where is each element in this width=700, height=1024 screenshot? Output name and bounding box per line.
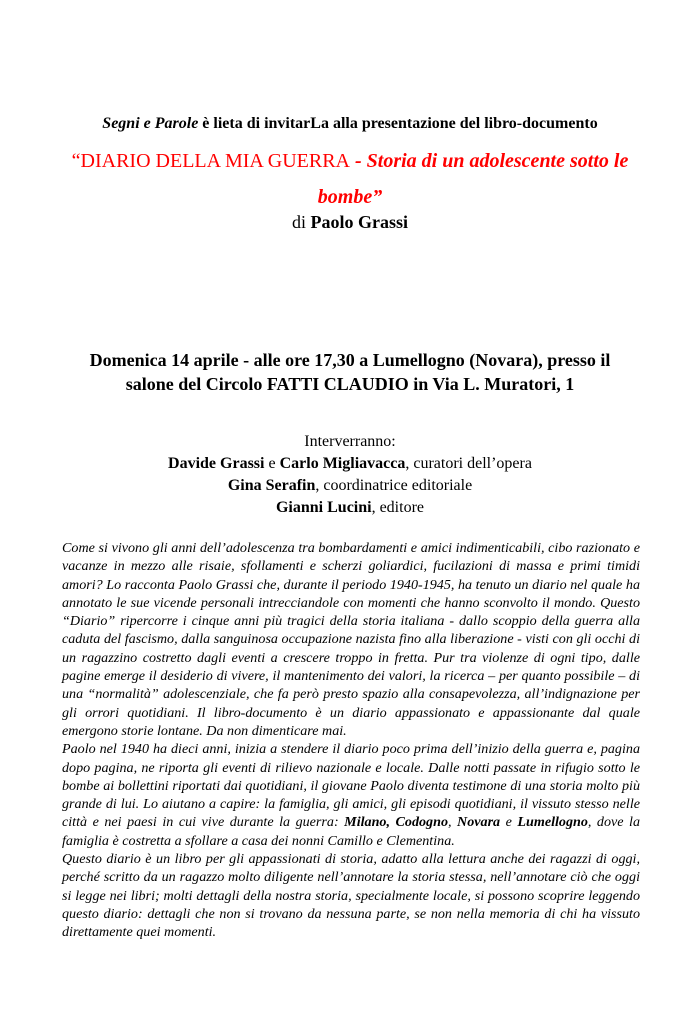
author-name: Paolo Grassi xyxy=(310,212,408,232)
separator: , xyxy=(386,814,396,831)
speaker-role: , coordinatrice editoriale xyxy=(315,477,473,494)
speaker-editor xyxy=(0,497,700,519)
speaker-name: Gianni Lucini xyxy=(275,499,372,516)
paragraph-text: Paolo nel 1940 ha dieci anni, inizia a stendere il diario poco prima dell’inizio della guerra e, pagina dopo pagina, ne riporta gli eventi di rilievo nazionale e locale. Dalle notti passate in rifugio sotto le bombe ai bollettini riportati dai quotidiani, il giovane Paolo diventa testimone di una storia molto più grande di lui. Lo aiutano a capire: la famiglia, gli amici, gli episodi quotidiani, il vissuto stesso nelle città e nei paesi in cui vive durante la guerra: xyxy=(62,741,640,831)
place-name: Codogno xyxy=(395,814,448,831)
description-paragraph: Questo diario è un libro per gli appassionati di storia, adatto alla lettura anche dei ragazzi di oggi, perché scritto da un ragazzo molto diligente nell’annotare la storia stessa, nell’annotare ciò che oggi si legge nei libri; molti dettagli della nostra storia, specialmente locale, si possono scoprire leggendo questo diario: dettagli che non si trovano da nessuna parte, se non nella memoria di chi ha vissuto direttamente quei momenti. xyxy=(62,851,640,941)
speaker-curators xyxy=(0,453,700,475)
invitation-intro xyxy=(0,115,700,133)
conjunction: e xyxy=(500,814,518,831)
speaker-coordinator xyxy=(0,475,700,497)
author-prefix: di xyxy=(291,212,311,232)
paragraph-text: , dove la famiglia è costretta a sfollare a casa dei nonni Camillo e Clementina. xyxy=(62,814,641,849)
speaker-role: , curatori dell’opera xyxy=(405,455,532,472)
speakers-list xyxy=(0,431,700,519)
description-paragraph xyxy=(62,740,640,850)
speaker-name: Carlo Migliavacca xyxy=(279,455,406,472)
conjunction: e xyxy=(264,455,280,472)
event-details xyxy=(40,348,660,396)
speakers-heading: Interverranno: xyxy=(304,433,396,450)
book-author xyxy=(0,212,700,233)
intro-text: è lieta di invitarLa alla presentazione del libro-documento xyxy=(198,115,598,132)
place-name: Milano xyxy=(344,814,387,831)
speaker-name: Davide Grassi xyxy=(168,455,265,472)
separator: , xyxy=(448,814,458,831)
book-title xyxy=(60,143,640,215)
description-paragraph: Come si vivono gli anni dell’adolescenza tra bombardamenti e amici indimenticabili, cibo razionato e vacanze in mezzo alle risaie, sfollamenti e scherzi goliardici, fucilazioni di massa e primi timidi amori? Lo racconta Paolo Grassi che, durante il periodo 1940-1945, ha tenuto un diario nel quale ha annotato le sue vicende personali intrecciandole con momenti che hanno sconvolto il mondo. Questo “Diario” ripercorre i cinque anni più tragici della storia italiana - dallo scoppio della guerra alla caduta del fascismo, dalla sanguinosa occupazione nazista fino alla liberazione - visti con gli occhi di un ragazzino costretto dagli eventi a crescere troppo in fretta. Pur tra violenze di ogni tipo, dalle pagine emerge il desiderio di vivere, il mantenimento dei valori, la ricerca – per quanto possibile – di una “normalità” adolescenziale, che fa però presto spazio alla consapevolezza, all’indignazione per gli orrori quotidiani. Il libro-documento è un diario appassionato e appassionante dal quale emergono storie lontane. Da non dimenticare mai. xyxy=(62,540,640,739)
publisher-name: Segni e Parole xyxy=(102,115,199,132)
book-title-main: “DIARIO DELLA MIA GUERRA xyxy=(71,150,350,172)
speaker-name: Gina Serafin xyxy=(227,477,316,494)
place-name: Novara xyxy=(457,814,501,831)
book-description xyxy=(62,539,640,942)
book-title-subtitle: - Storia di un adolescente sotto le bombe” xyxy=(317,150,629,208)
place-name: Lumellogno xyxy=(517,814,588,831)
event-line-date: Domenica 14 aprile - alle ore 17,30 a Lumellogno (Novara), presso il xyxy=(89,350,611,370)
event-line-venue: salone del Circolo FATTI CLAUDIO in Via L. Muratori, 1 xyxy=(125,374,575,394)
speaker-role: , editore xyxy=(371,499,424,516)
